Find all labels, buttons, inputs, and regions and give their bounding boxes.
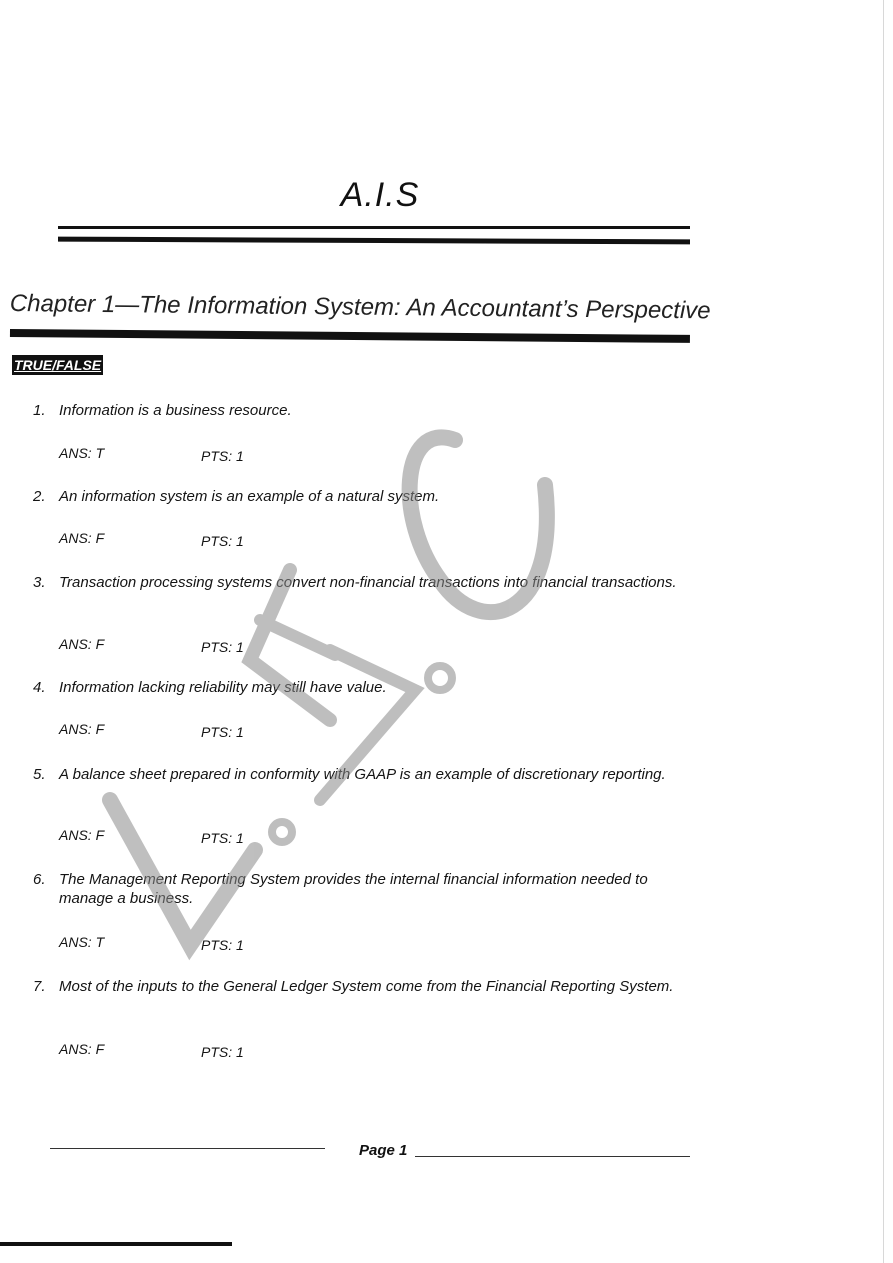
- question-number: 5.: [33, 766, 46, 783]
- points-5: PTS: 1: [201, 830, 244, 846]
- footer-rule-right: [415, 1156, 690, 1157]
- chapter-title: Chapter 1—The Information System: An Accountant’s Perspective: [9, 290, 711, 325]
- document-title: A.I.S: [340, 176, 420, 214]
- watermark-stroke-e2: [260, 620, 335, 655]
- points-2: PTS: 1: [201, 533, 244, 549]
- question-number: 7.: [33, 978, 46, 995]
- question-text: The Management Reporting System provides the internal financial information needed to manage a business.: [59, 871, 648, 907]
- question-number: 1.: [33, 402, 46, 419]
- question-text: Most of the inputs to the General Ledger System come from the Financial Reporting System.: [59, 978, 674, 995]
- question-number: 3.: [33, 574, 46, 591]
- footer-rule-left: [50, 1148, 325, 1149]
- question-text: Transaction processing systems convert non-financial transactions into financial transactions.: [59, 574, 677, 591]
- question-text: Information lacking reliability may still have value.: [59, 679, 387, 696]
- page-edge: [883, 0, 884, 1263]
- question-text: A balance sheet prepared in conformity with GAAP is an example of discretionary reporting.: [59, 766, 666, 783]
- answer-6: ANS: T: [59, 934, 105, 950]
- watermark-dot: [272, 822, 292, 842]
- answer-1: ANS: T: [59, 445, 105, 461]
- question-number: 2.: [33, 488, 46, 505]
- watermark-stroke-e1: [250, 570, 330, 720]
- answer-5: ANS: F: [59, 827, 105, 843]
- points-4: PTS: 1: [201, 724, 244, 740]
- points-7: PTS: 1: [201, 1044, 244, 1060]
- points-3: PTS: 1: [201, 639, 244, 655]
- question-text: An information system is an example of a natural system.: [59, 488, 440, 505]
- bottom-scan-bar: [0, 1242, 232, 1246]
- answer-2: ANS: F: [59, 530, 105, 546]
- points-1: PTS: 1: [201, 448, 244, 464]
- points-6: PTS: 1: [201, 937, 244, 953]
- answer-7: ANS: F: [59, 1041, 105, 1057]
- title-rule-thick: [58, 237, 690, 245]
- question-number: 6.: [33, 871, 46, 888]
- answer-4: ANS: F: [59, 721, 105, 737]
- answer-3: ANS: F: [59, 636, 105, 652]
- title-rule: [58, 226, 690, 229]
- question-text: Information is a business resource.: [59, 402, 292, 419]
- question-number: 4.: [33, 679, 46, 696]
- page-number: Page 1: [359, 1142, 408, 1159]
- chapter-rule: [10, 329, 690, 343]
- section-label: TRUE/FALSE: [14, 357, 102, 373]
